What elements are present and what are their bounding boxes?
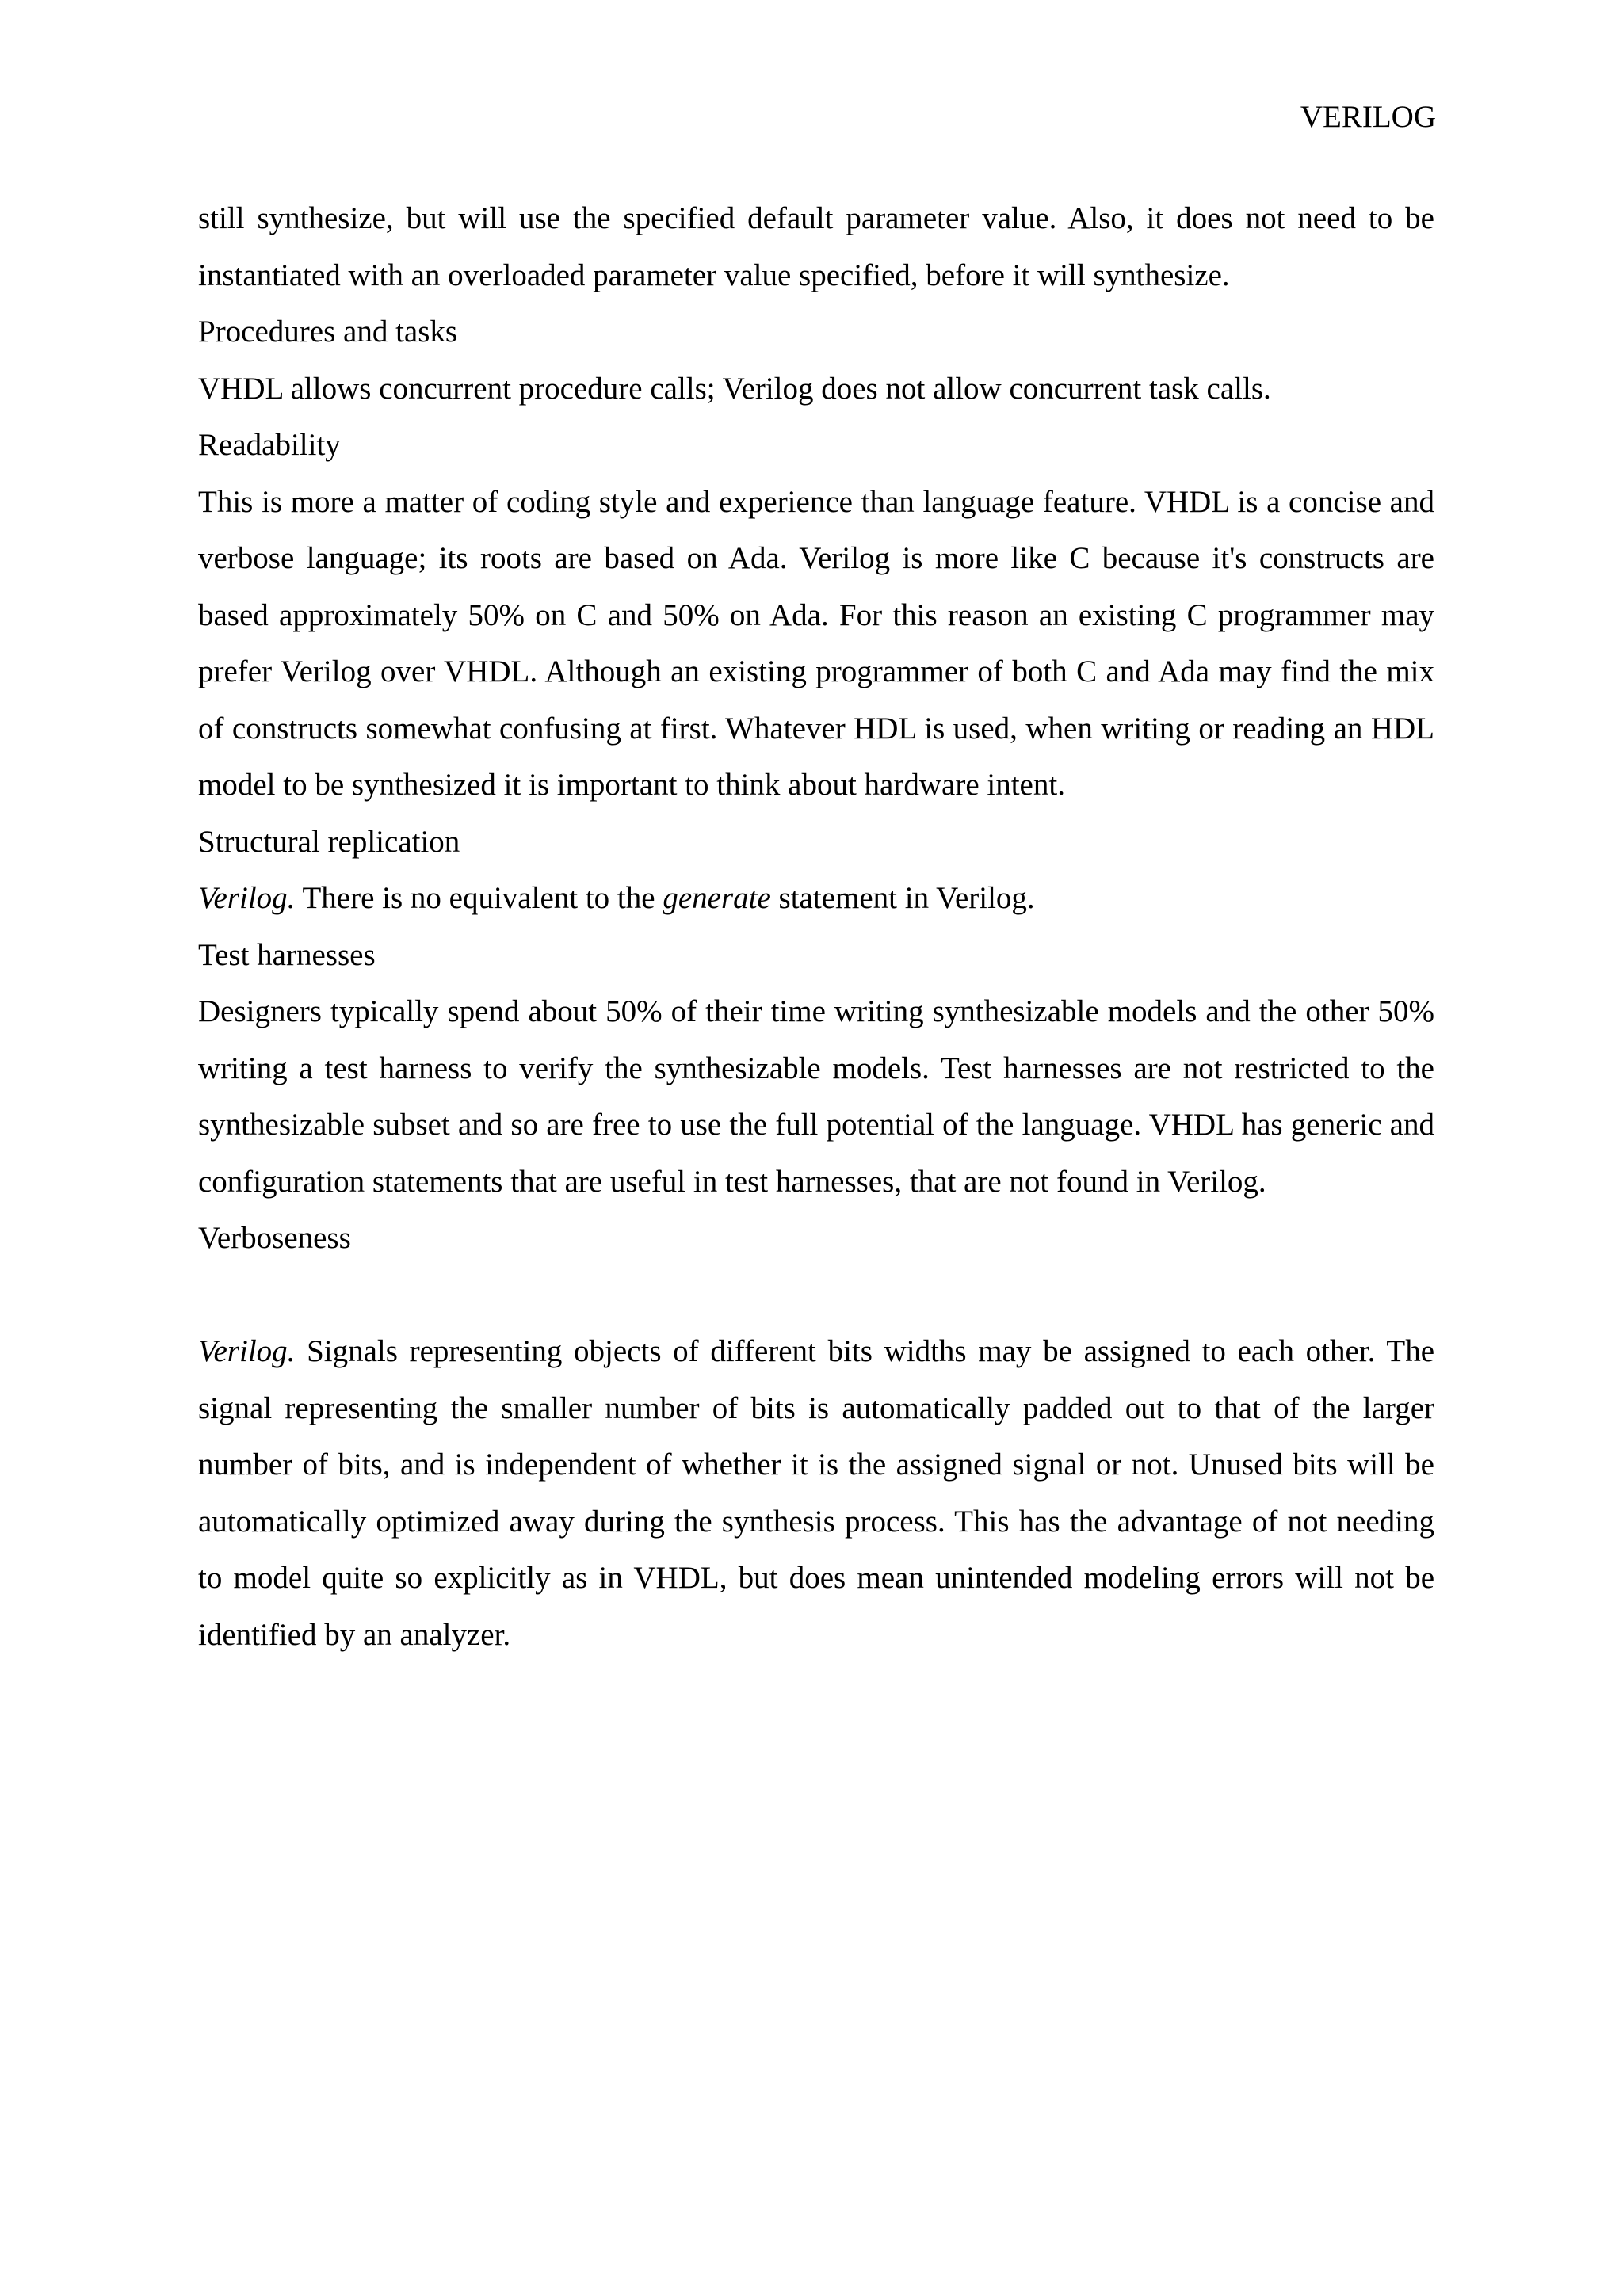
verboseness-text: Signals representing objects of different bits widths may be assigned to each other. The signal representing the smaller number of bits is automatically padded out to that of the larger number of bits, and is independent of whether it is the assigned signal or not. Unused bits will be automatically optimized away during the synthesis process. This has the advantage of not needing to model quite so explicitly as in VHDL, but does mean unintended modeling errors will not be identified by an analyzer. xyxy=(198,1334,1434,1652)
generate-italic: generate xyxy=(663,881,771,915)
paragraph-verboseness xyxy=(198,1323,1434,1663)
paragraph-test-harnesses: Designers typically spend about 50% of their time writing synthesizable models and the other 50% writing a test harness to verify the synthesizable models. Test harnesses are not restricted to the synthesizable subset and so are free to use the full potential of the language. VHDL has generic and configuration statements that are useful in test harnesses, that are not found in Verilog. xyxy=(198,994,1434,1199)
lead-verilog-italic-2: Verilog. xyxy=(198,1334,296,1368)
structural-text-before: There is no equivalent to the xyxy=(295,881,663,915)
blank-line xyxy=(198,1267,1434,1324)
heading-structural-replication: Structural replication xyxy=(198,824,460,859)
paragraph-readability: This is more a matter of coding style and experience than language feature. VHDL is a concise and verbose language; its roots are based on Ada. Verilog is more like C because it's constructs are based approximately 50% on C and 50% on Ada. For this reason an existing C programmer may prefer Verilog over VHDL. Although an existing programmer of both C and Ada may find the mix of constructs somewhat confusing at first. Whatever HDL is used, when writing or reading an HDL model to be synthesized it is important to think about hardware intent. xyxy=(198,484,1434,802)
heading-test-harnesses: Test harnesses xyxy=(198,937,376,972)
structural-text-after: statement in Verilog. xyxy=(770,881,1035,915)
heading-readability: Readability xyxy=(198,428,341,462)
paragraph-procedures: VHDL allows concurrent procedure calls; Verilog does not allow concurrent task calls. xyxy=(198,371,1271,406)
heading-procedures-and-tasks: Procedures and tasks xyxy=(198,315,458,349)
lead-verilog-italic: Verilog. xyxy=(198,881,296,915)
running-header: VERILOG xyxy=(1300,100,1436,134)
paragraph-continuation: still synthesize, but will use the specified default parameter value. Also, it does not need to be instantiated with an overloaded parameter value specified, before it will synthesize. xyxy=(198,201,1434,292)
heading-verboseness: Verboseness xyxy=(198,1221,351,1255)
document-body xyxy=(198,190,1434,1663)
paragraph-structural xyxy=(198,870,1434,927)
